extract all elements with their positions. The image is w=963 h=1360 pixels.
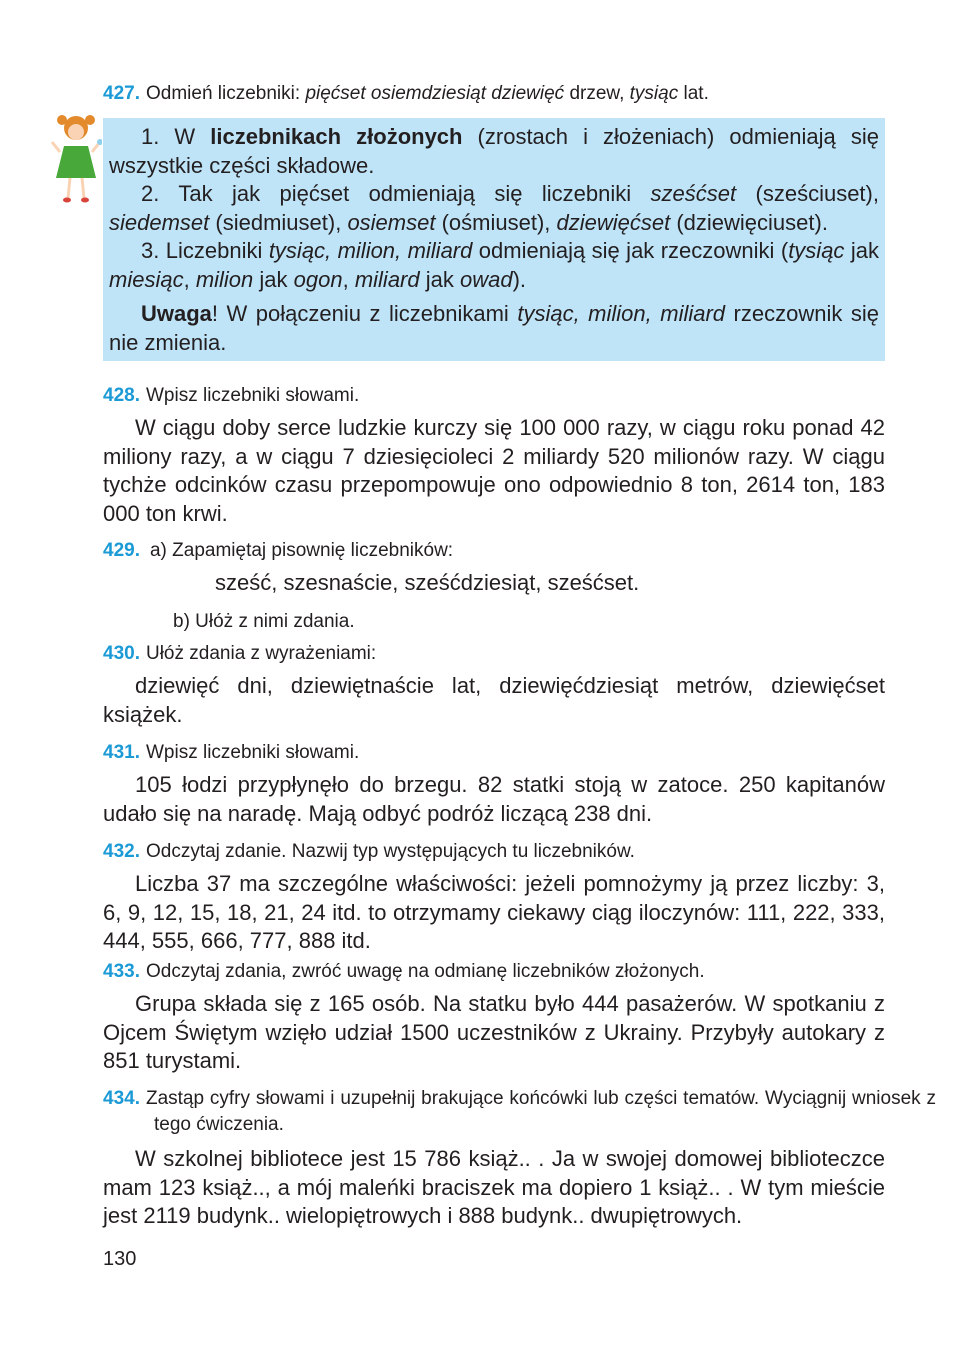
exercise-434-text: W szkolnej bibliotece jest 15 786 książ.. . Ja w swojej domowej biblioteczce mam 123 książ.., a mój maleńki braciszek ma dopiero 1 książ.. . W tym mieście jest 2119 budynk.. wielopiętrowych i 888 budynk.. dwupiętrowych. (103, 1146, 885, 1228)
rule-3: 3. Liczebniki tysiąc, milion, miliard odmieniają się jak rzeczowniki (tysiąc jak miesiąc, milion jak ogon, miliard jak owad). (109, 238, 879, 292)
exercise-427: 427. Odmień liczebniki: pięćset osiemdziesiąt dziewięć drzew, tysiąc lat. (103, 83, 709, 104)
exercise-432-task: 432. Odczytaj zdanie. Nazwij typ występujących tu liczebników. (103, 841, 635, 862)
exercise-430-text: dziewięć dni, dziewiętnaście lat, dziewięćdziesiąt metrów, dziewięćset książek. (103, 673, 885, 727)
exercise-433-text: Grupa składa się z 165 osób. Na statku było 444 pasażerów. W spotkaniu z Ojcem Świętym wzięło udział 1500 uczestników z Ukrainy. Przybyły autokary z 851 turystami. (103, 991, 885, 1073)
exercise-430-task: 430. Ułóż zdania z wyrażeniami: (103, 643, 377, 664)
exercise-428-text: W ciągu doby serce ludzkie kurczy się 100 000 razy, w ciągu roku ponad 42 miliony razy, a w ciągu 7 dziesięcioleci 2 miliardy 520 milionów razy. W ciągu tychże odcinków czasu przepompowuje ono odpowiednio 8 ton, 2614 ton, 183 000 ton krwi. (103, 415, 885, 526)
exercise-number: 427. (103, 83, 140, 104)
exercise-429-task-b: b) Ułóż z nimi zdania. (173, 611, 355, 632)
exercise-434-task: 434. Zastąp cyfry słowami i uzupełnij brakujące końcówki lub części tematów. Wyciągnij wniosek z tego ćwiczenia. (103, 1088, 936, 1135)
exercise-433-task: 433. Odczytaj zdania, zwróć uwagę na odmianę liczebników złożonych. (103, 961, 705, 982)
page-number: 130 (103, 1248, 137, 1270)
rule-2: 2. Tak jak pięćset odmieniają się liczebniki sześćset (sześciuset), siedemset (siedmiuset), osiemset (ośmiuset), dziewięćset (dziewięciuset). (109, 181, 879, 235)
exercise-432-text: Liczba 37 ma szczególne właściwości: jeżeli pomnożymy ją przez liczby: 3, 6, 9, 12, 15, 18, 21, 24 itd. to otrzymamy ciekawy ciąg iloczynów: 111, 222, 333, 444, 555, 666, 777, 888 itd. (103, 871, 885, 953)
exercise-429-words: sześć, szesnaście, sześćdziesiąt, sześćset. (215, 570, 640, 595)
rule-note: Uwaga! W połączeniu z liczebnikami tysiąc, milion, miliard rzeczownik się nie zmienia. (109, 301, 879, 355)
rule-1: 1. W liczebnikach złożonych (zrostach i złożeniach) odmieniają się wszystkie części składowe. (109, 124, 879, 178)
exercise-431-text: 105 łodzi przypłynęło do brzegu. 82 statki stoją w zatoce. 250 kapitanów udało się na naradę. Mają odbyć podróż liczącą 238 dni. (103, 772, 885, 826)
grammar-rule-box (103, 118, 885, 361)
girl-mascot-illustration (50, 112, 102, 204)
exercise-428-task: 428. Wpisz liczebniki słowami. (103, 385, 360, 406)
exercise-429-task-a: 429. a) Zapamiętaj pisownię liczebników: (103, 540, 454, 561)
exercise-431-task: 431. Wpisz liczebniki słowami. (103, 742, 360, 763)
